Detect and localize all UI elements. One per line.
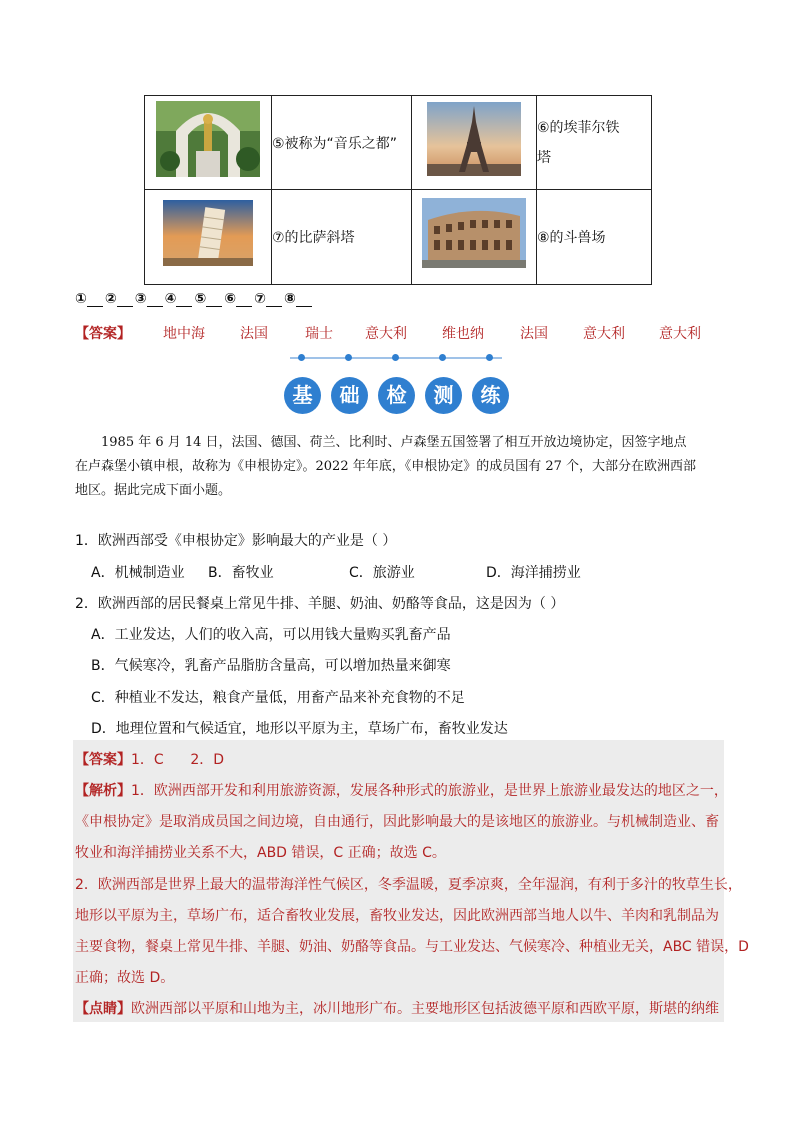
q2-option-b[interactable]: B．气候寒冷，乳畜产品脂肪含量高，可以增加热量来御寒 [91, 658, 451, 674]
connector-dot [486, 354, 493, 361]
blank-label: ④ [164, 291, 177, 307]
q2-option-a[interactable]: A．工业发达，人们的收入高，可以用钱大量购买乳畜产品 [91, 627, 451, 643]
blank-label: ② [104, 291, 117, 307]
answer-item: 维也纳 [442, 326, 484, 342]
q1-option-c[interactable]: C．旅游业 [349, 565, 415, 581]
solution-answer-text: 1．C 2．D [131, 752, 225, 768]
answer-item: 意大利 [659, 326, 701, 342]
eiffel-tower-photo [427, 102, 521, 180]
analysis-line: 2．欧洲西部是世界上最大的温带海洋性气候区，冬季温暖，夏季凉爽，全年湿润，有利于多汁的牧草生长， [75, 877, 742, 893]
blank-label: ⑥ [224, 291, 237, 307]
q2-option-c[interactable]: C．种植业不发达，粮食产量低，用畜产品来补充食物的不足 [91, 690, 465, 706]
landmark-table [144, 95, 652, 285]
q1-option-d[interactable]: D．海洋捕捞业 [486, 565, 581, 581]
analysis-line: 主要食物，餐桌上常见牛排、羊腿、奶油、奶酪等食品。与工业发达、气候寒冷、种植业无关，ABC 错误，D [75, 939, 749, 955]
solution-answer-label: 【答案】 [75, 752, 131, 768]
eiffel-caption-line2: 塔 [537, 149, 551, 166]
connector-dot [298, 354, 305, 361]
answer-item: 地中海 [163, 326, 205, 342]
section-char-badge: 测 [425, 377, 462, 414]
answer-row [75, 323, 735, 343]
passage-line: 在卢森堡小镇申根，故称为《申根协定》。2022 年年底，《申根协定》的成员国有 27 个，大部分在欧洲西部 [75, 459, 697, 474]
blank-field[interactable] [206, 292, 222, 307]
blank-field[interactable] [87, 292, 103, 307]
question-2-stem: 2．欧洲西部的居民餐桌上常见牛排、羊腿、奶油、奶酪等食品，这是因为（ ） [75, 596, 565, 612]
analysis-line [75, 780, 728, 800]
connector-dot [345, 354, 352, 361]
blank-label: ⑤ [194, 291, 207, 307]
analysis-line: 正确；故选 D。 [75, 970, 175, 986]
answer-item: 意大利 [365, 326, 407, 342]
blank-answer-line [75, 291, 314, 307]
eiffel-caption-line1: ⑥的埃菲尔铁 [537, 119, 620, 136]
section-char-badge: 基 [284, 377, 321, 414]
answer-item: 瑞士 [305, 326, 333, 342]
question-1-stem: 1．欧洲西部受《申根协定》影响最大的产业是（ ） [75, 533, 397, 549]
q1-option-a[interactable]: A．机械制造业 [91, 565, 185, 581]
blank-field[interactable] [236, 292, 252, 307]
blank-field[interactable] [176, 292, 192, 307]
vienna-statue-photo [156, 101, 260, 181]
section-heading [282, 352, 512, 422]
pisa-tower-photo [163, 200, 253, 270]
tip-label: 【点睛】 [75, 1001, 131, 1017]
blank-field[interactable] [147, 292, 163, 307]
blank-label: ③ [134, 291, 147, 307]
pisa-caption: ⑦的比萨斜塔 [272, 190, 412, 285]
blank-label: ⑧ [284, 291, 296, 307]
blank-label: ① [75, 291, 87, 307]
colosseum-photo-cell [412, 190, 537, 285]
blank-field[interactable] [117, 292, 133, 307]
eiffel-photo-cell [412, 96, 537, 190]
answer-label: 【答案】 [75, 326, 131, 342]
passage [75, 431, 725, 503]
colosseum-caption: ⑧的斗兽场 [537, 190, 652, 285]
q1-option-b[interactable]: B．畜牧业 [208, 565, 274, 581]
blank-label: ⑦ [254, 291, 267, 307]
colosseum-photo [422, 198, 526, 272]
section-char-badge: 检 [378, 377, 415, 414]
answer-item: 意大利 [583, 326, 625, 342]
section-char-badge: 础 [331, 377, 368, 414]
passage-line: 地区。据此完成下面小题。 [75, 483, 232, 498]
solution-answer [75, 749, 224, 769]
passage-line: 1985 年 6 月 14 日，法国、德国、荷兰、比利时、卢森堡五国签署了相互开放边境协定，因签字地点 [101, 435, 687, 450]
answer-item: 法国 [240, 326, 268, 342]
analysis-text: 1．欧洲西部开发和利用旅游资源，发展各种形式的旅游业，是世界上旅游业最发达的地区之一， [131, 783, 728, 799]
eiffel-caption [537, 96, 652, 190]
analysis-line: 地形以平原为主，草场广布，适合畜牧业发展，畜牧业发达，因此欧洲西部当地人以牛、羊肉和乳制品为 [75, 908, 719, 924]
pisa-photo-cell [145, 190, 272, 285]
analysis-line: 牧业和海洋捕捞业关系不大，ABD 错误，C 正确；故选 C。 [75, 845, 446, 861]
analysis-label: 【解析】 [75, 783, 131, 799]
blank-field[interactable] [266, 292, 282, 307]
connector-dot [392, 354, 399, 361]
vienna-caption: ⑤被称为“音乐之都” [272, 96, 412, 190]
answer-item: 法国 [520, 326, 548, 342]
connector-dot [439, 354, 446, 361]
q2-option-d[interactable]: D．地理位置和气候适宜，地形以平原为主，草场广布，畜牧业发达 [91, 721, 508, 737]
blank-field[interactable] [296, 292, 312, 307]
vienna-photo-cell [145, 96, 272, 190]
analysis-line: 《申根协定》是取消成员国之间边境，自由通行，因此影响最大的是该地区的旅游业。与机械制造业、畜 [75, 814, 719, 830]
tip-text: 欧洲西部以平原和山地为主，冰川地形广布。主要地形区包括波德平原和西欧平原，斯堪的纳维 [131, 1001, 719, 1017]
section-char-badge: 练 [472, 377, 509, 414]
tip-line [75, 998, 719, 1018]
